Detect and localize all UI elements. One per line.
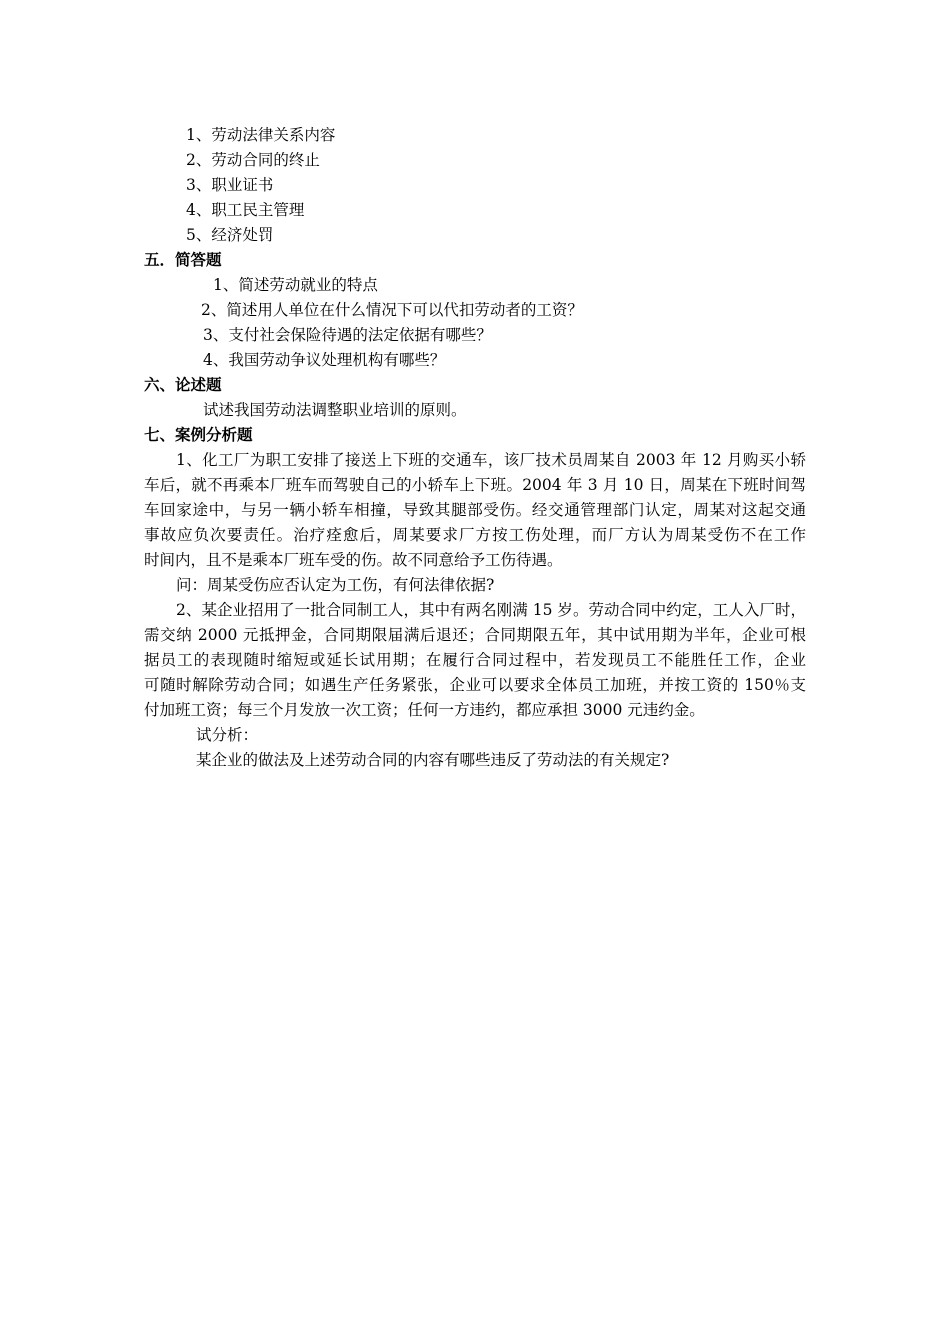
case2-line: 2、某企业招用了一批合同制工人，其中有两名刚满 15 岁。劳动合同中约定，工人入厂时，	[176, 601, 806, 619]
question-item: 2、简述用人单位在什么情况下可以代扣劳动者的工资？	[201, 301, 583, 319]
case1-line: 事故应负次要责任。治疗痊愈后，周某要求厂方按工伤处理，而厂方认为周某受伤不在工作	[144, 526, 806, 544]
case1-line: 1、化工厂为职工安排了接送上下班的交通车，该厂技术员周某自 2003 年 12 月购买小轿	[176, 451, 806, 469]
question-item: 1、简述劳动就业的特点	[213, 276, 378, 294]
term-item: 3、职业证书	[186, 176, 274, 194]
essay-question: 试述我国劳动法调整职业培训的原则。	[203, 401, 467, 419]
section-heading-essay: 六、论述题	[144, 376, 222, 394]
question-item: 3、支付社会保险待遇的法定依据有哪些？	[203, 326, 492, 344]
case2-line: 付加班工资；每三个月发放一次工资；任何一方违约，都应承担 3000 元违约金。	[144, 701, 705, 719]
term-item: 4、职工民主管理	[186, 201, 305, 219]
case2-line: 需交纳 2000 元抵押金，合同期限届满后退还；合同期限五年，其中试用期为半年，企业可根	[144, 626, 806, 644]
analysis-label: 试分析：	[196, 726, 259, 744]
case1-line: 车回家途中，与另一辆小轿车相撞，导致其腿部受伤。经交通管理部门认定，周某对这起交通	[144, 501, 806, 519]
case1-question: 问：周某受伤应否认定为工伤，有何法律依据?	[176, 576, 495, 594]
term-item: 5、经济处罚	[186, 226, 274, 244]
question-item: 4、我国劳动争议处理机构有哪些？	[203, 351, 446, 369]
case1-line: 车后，就不再乘本厂班车而驾驶自己的小轿车上下班。2004 年 3 月 10 日，周某在下班时间驾	[144, 476, 806, 494]
section-heading-short-answer: 五．简答题	[144, 251, 222, 269]
term-item: 1、劳动法律关系内容	[186, 126, 336, 144]
case2-line: 据员工的表现随时缩短或延长试用期；在履行合同过程中，若发现员工不能胜任工作，企业	[144, 651, 806, 669]
analysis-question: 某企业的做法及上述劳动合同的内容有哪些违反了劳动法的有关规定?	[196, 751, 670, 769]
case2-line: 可随时解除劳动合同；如遇生产任务紧张，企业可以要求全体员工加班，并按工资的 150％支	[144, 676, 806, 694]
case1-line: 时间内，且不是乘本厂班车受的伤。故不同意给予工伤待遇。	[144, 551, 563, 569]
section-heading-case-analysis: 七、案例分析题	[144, 426, 253, 444]
term-item: 2、劳动合同的终止	[186, 151, 320, 169]
